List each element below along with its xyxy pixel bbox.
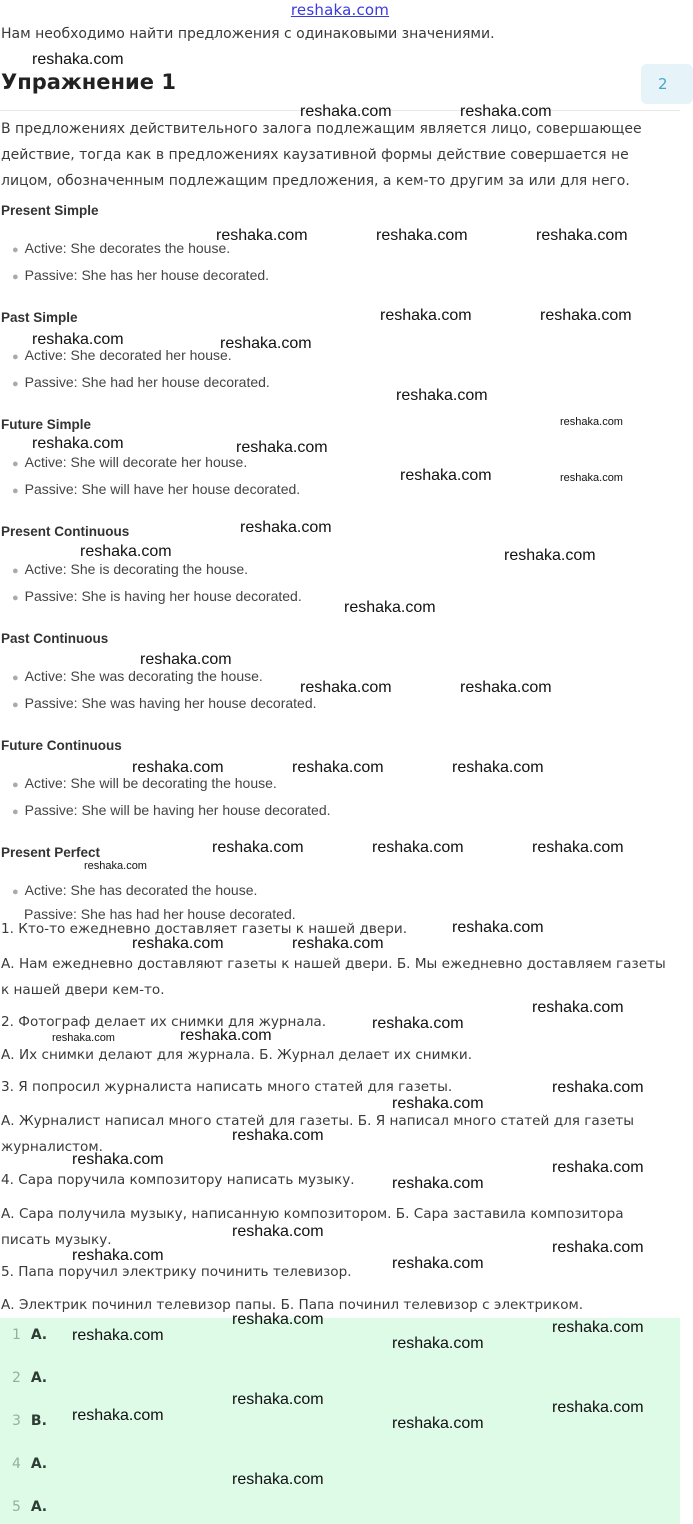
bullet-icon: ● — [12, 565, 19, 577]
bullet-icon: ● — [12, 806, 19, 818]
watermark-text: reshaka.com — [532, 839, 624, 856]
site-logo-link[interactable]: reshaka.com — [290, 1, 390, 19]
task-question: 2. Фотограф делает их снимки для журнала. — [1, 1014, 327, 1030]
passive-example: ● Passive: She is having her house decorated. — [12, 588, 302, 604]
active-example: ● Active: She decorated her house. — [12, 347, 232, 363]
tense-heading: Present Simple — [1, 203, 99, 218]
watermark-text: reshaka.com — [232, 1127, 324, 1144]
watermark-text: reshaka.com — [132, 935, 224, 952]
watermark-text: reshaka.com — [396, 387, 488, 404]
active-example: ● Active: She will be decorating the house. — [12, 775, 277, 791]
bullet-icon: ● — [12, 458, 19, 470]
watermark-text: reshaka.com — [32, 435, 124, 452]
divider — [0, 110, 680, 111]
watermark-text: reshaka.com — [232, 1311, 324, 1328]
tense-heading: Future Simple — [1, 417, 92, 432]
exercise-title: Упражнение 1 — [1, 70, 176, 94]
task-options: А. Журналист написал много статей для газеты. Б. Я написал много статей для газеты журналистом. — [1, 1113, 634, 1155]
tense-heading: Past Continuous — [1, 631, 109, 646]
passive-example: ● Passive: She was having her house decorated. — [12, 695, 317, 711]
watermark-text: reshaka.com — [460, 679, 552, 696]
answer-row: 4 А. — [12, 1456, 48, 1472]
watermark-text: reshaka.com — [52, 1032, 115, 1044]
task-options: А. Их снимки делают для журнала. Б. Журнал делает их снимки. — [1, 1047, 473, 1063]
watermark-text: reshaka.com — [380, 307, 472, 324]
watermark-text: reshaka.com — [232, 1471, 324, 1488]
bullet-icon: ● — [12, 592, 19, 604]
answer-row: 5 А. — [12, 1499, 48, 1515]
watermark-text: reshaka.com — [232, 1223, 324, 1240]
watermark-text: reshaka.com — [72, 1327, 164, 1344]
task-question: 5. Папа поручил электрику починить телевизор. — [1, 1264, 352, 1280]
watermark-text: reshaka.com — [236, 439, 328, 456]
watermark-text: reshaka.com — [180, 1027, 272, 1044]
passive-example: ● Passive: She has her house decorated. — [12, 267, 270, 283]
task-options: А. Электрик починил телевизор папы. Б. Папа починил телевизор с электриком. — [1, 1297, 584, 1313]
watermark-text: reshaka.com — [392, 1335, 484, 1352]
task-options: А. Нам ежедневно доставляют газеты к нашей двери. Б. Мы ежедневно доставляем газеты к нашей двери кем-то. — [1, 956, 666, 998]
task-question: 1. Кто-то ежедневно доставляет газеты к нашей двери. — [1, 921, 408, 937]
watermark-text: reshaka.com — [452, 759, 544, 776]
page-badge-button[interactable]: 2 — [641, 64, 693, 104]
watermark-text: reshaka.com — [216, 227, 308, 244]
watermark-text: reshaka.com — [292, 759, 384, 776]
watermark-text: reshaka.com — [392, 1415, 484, 1432]
bullet-icon: ● — [12, 271, 19, 283]
tense-heading: Present Continuous — [1, 524, 130, 539]
watermark-text: reshaka.com — [240, 519, 332, 536]
watermark-text: reshaka.com — [400, 467, 492, 484]
bullet-icon: ● — [12, 779, 19, 791]
answer-row: 1 А. — [12, 1327, 48, 1343]
watermark-text: reshaka.com — [552, 1399, 644, 1416]
task-options: А. Сара получила музыку, написанную композитором. Б. Сара заставила композитора писать музыку. — [1, 1206, 624, 1248]
watermark-text: reshaka.com — [560, 472, 623, 484]
intro-text: Нам необходимо найти предложения с одинаковыми значениями. — [1, 26, 495, 42]
watermark-text: reshaka.com — [532, 999, 624, 1016]
passive-example: ● Passive: She will be having her house decorated. — [12, 802, 331, 818]
bullet-icon: ● — [12, 699, 19, 711]
watermark-text: reshaka.com — [344, 599, 436, 616]
watermark-text: reshaka.com — [212, 839, 304, 856]
active-example: ● Active: She was decorating the house. — [12, 668, 263, 684]
watermark-text: reshaka.com — [376, 227, 468, 244]
watermark-text: reshaka.com — [536, 227, 628, 244]
watermark-text: reshaka.com — [460, 103, 552, 120]
task-question: 3. Я попросил журналиста написать много статей для газеты. — [1, 1079, 453, 1095]
watermark-text: reshaka.com — [540, 307, 632, 324]
bullet-icon: ● — [12, 886, 19, 898]
watermark-text: reshaka.com — [80, 543, 172, 560]
answer-row: 3 В. — [12, 1413, 47, 1429]
watermark-text: reshaka.com — [72, 1247, 164, 1264]
active-example: ● Active: She will decorate her house. — [12, 454, 248, 470]
watermark-text: reshaka.com — [552, 1079, 644, 1096]
passive-example: ● Passive: She had her house decorated. — [12, 374, 270, 390]
clipped-passive-example: Passive: She has had her house decorated. — [24, 906, 296, 922]
watermark-text: reshaka.com — [392, 1175, 484, 1192]
watermark-text: reshaka.com — [300, 679, 392, 696]
watermark-text: reshaka.com — [300, 103, 392, 120]
bullet-icon: ● — [12, 485, 19, 497]
answers-panel — [0, 1318, 680, 1524]
watermark-text: reshaka.com — [32, 331, 124, 348]
task-question: 4. Сара поручила композитору написать музыку. — [1, 1172, 355, 1188]
watermark-text: reshaka.com — [560, 416, 623, 428]
watermark-text: reshaka.com — [220, 335, 312, 352]
watermark-text: reshaka.com — [392, 1255, 484, 1272]
watermark-text: reshaka.com — [552, 1239, 644, 1256]
passive-example: ● Passive: She will have her house decorated. — [12, 481, 301, 497]
tense-heading: Past Simple — [1, 310, 78, 325]
watermark-text: reshaka.com — [372, 839, 464, 856]
watermark-text: reshaka.com — [372, 1015, 464, 1032]
watermark-text: reshaka.com — [552, 1159, 644, 1176]
watermark-text: reshaka.com — [292, 935, 384, 952]
watermark-text: reshaka.com — [132, 759, 224, 776]
active-example: ● Active: She has decorated the house. — [12, 882, 258, 898]
bullet-icon: ● — [12, 672, 19, 684]
watermark-text: reshaka.com — [84, 860, 147, 872]
explanation-text: В предложениях действительного залога подлежащим является лицо, совершающее действие, тогда как в предложениях каузативной формы действие совершается не лицом, обозначенным подлежащим предложения, а кем-то другим за или для него. — [1, 121, 642, 189]
watermark-text: reshaka.com — [452, 919, 544, 936]
watermark-text: reshaka.com — [232, 1391, 324, 1408]
bullet-icon: ● — [12, 378, 19, 390]
watermark-text: reshaka.com — [552, 1319, 644, 1336]
active-example: ● Active: She is decorating the house. — [12, 561, 249, 577]
watermark-text: reshaka.com — [32, 51, 124, 68]
watermark-text: reshaka.com — [72, 1407, 164, 1424]
answer-row: 2 А. — [12, 1370, 48, 1386]
tense-heading: Present Perfect — [1, 845, 101, 860]
tense-heading: Future Continuous — [1, 738, 122, 753]
bullet-icon: ● — [12, 351, 19, 363]
watermark-text: reshaka.com — [140, 651, 232, 668]
active-example: ● Active: She decorates the house. — [12, 240, 231, 256]
bullet-icon: ● — [12, 244, 19, 256]
watermark-text: reshaka.com — [392, 1095, 484, 1112]
watermark-text: reshaka.com — [504, 547, 596, 564]
watermark-text: reshaka.com — [72, 1151, 164, 1168]
